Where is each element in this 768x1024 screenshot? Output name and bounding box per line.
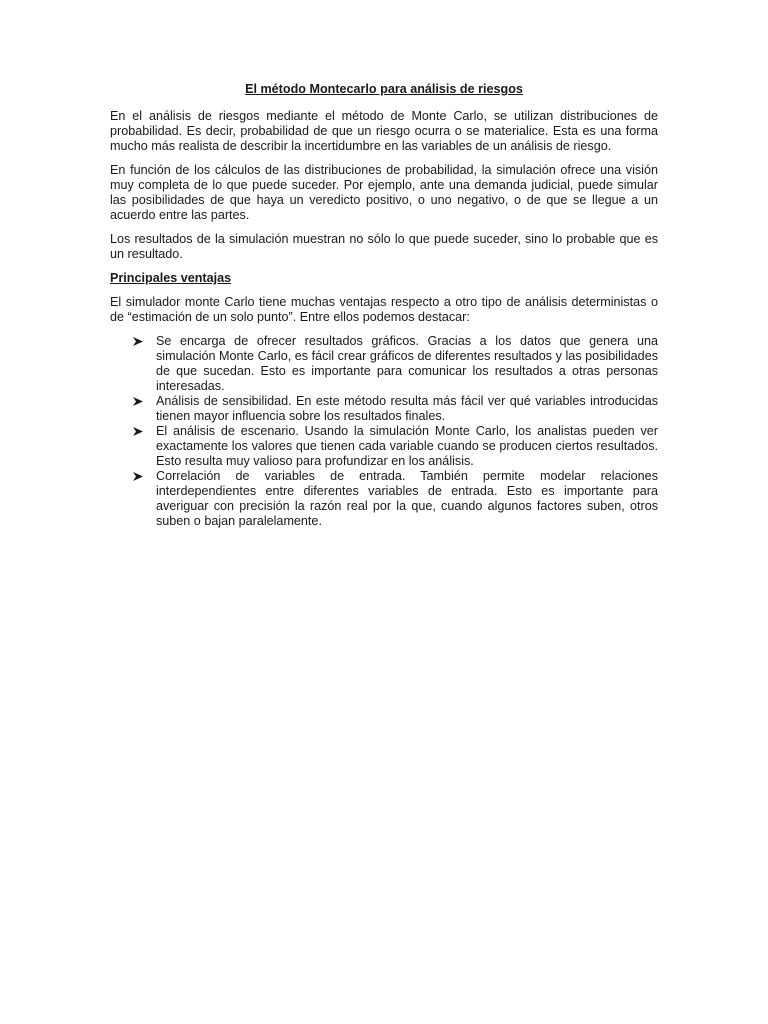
arrowhead-bullet-icon	[132, 471, 144, 482]
section-heading: Principales ventajas	[110, 271, 232, 285]
list-item	[132, 394, 658, 424]
list-item	[132, 424, 658, 469]
list-item-text: Análisis de sensibilidad. En este método resulta más fácil ver qué variables introducidas tienen mayor influencia sobre los resultados finales.	[156, 394, 658, 423]
list-item	[132, 334, 658, 394]
list-item-text: Se encarga de ofrecer resultados gráficos. Gracias a los datos que genera una simulación Monte Carlo, es fácil crear gráficos de diferentes resultados y las posibilidades de que sucedan. Esto es importante para comunicar los resultados a otras personas interesadas.	[156, 334, 658, 393]
paragraph-intro: En el análisis de riesgos mediante el método de Monte Carlo, se utilizan distribuciones de probabilidad. Es decir, probabilidad de que un riesgo ocurra o se materialice. Esta es una forma mucho más realista de describir la incertidumbre en las variables de un análisis de riesgo.	[110, 109, 658, 153]
arrowhead-bullet-icon	[132, 426, 144, 437]
document-page	[110, 82, 658, 529]
paragraph-simulation: En función de los cálculos de las distribuciones de probabilidad, la simulación ofrece una visión muy completa de lo que puede suceder. Por ejemplo, ante una demanda judicial, puede simular las posibilidades de que haya un veredicto positivo, o uno negativo, o de que se llegue a un acuerdo entre las partes.	[110, 163, 658, 222]
section-intro: El simulador monte Carlo tiene muchas ventajas respecto a otro tipo de análisis deterministas o de “estimación de un solo punto”. Entre ellos podemos destacar:	[110, 295, 658, 324]
paragraph-results: Los resultados de la simulación muestran no sólo lo que puede suceder, sino lo probable que es un resultado.	[110, 232, 658, 261]
document-title: El método Montecarlo para análisis de riesgos	[245, 82, 523, 96]
arrowhead-bullet-icon	[132, 336, 144, 347]
list-item-text: El análisis de escenario. Usando la simulación Monte Carlo, los analistas pueden ver exactamente los valores que tienen cada variable cuando se producen ciertos resultados. Esto resulta muy valioso para profundizar en los análisis.	[156, 424, 658, 468]
list-item-text: Correlación de variables de entrada. También permite modelar relaciones interdependientes entre diferentes variables de entrada. Esto es importante para averiguar con precisión la razón real por la que, cuando algunos factores suben, otros suben o bajan paralelamente.	[156, 469, 658, 528]
advantages-list	[110, 334, 658, 529]
arrowhead-bullet-icon	[132, 396, 144, 407]
list-item	[132, 469, 658, 529]
